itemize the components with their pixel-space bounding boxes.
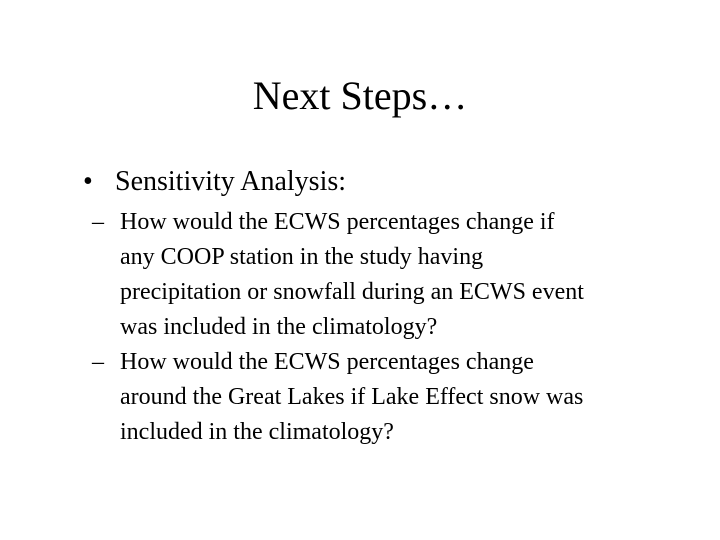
slide-title: Next Steps…	[252, 73, 468, 118]
sub-bullet-item	[92, 205, 692, 345]
bullet-item	[83, 164, 347, 200]
bullet-text: Sensitivity Analysis:	[115, 166, 347, 197]
sub-bullet-item	[92, 345, 692, 450]
sub-bullet-marker: –	[92, 349, 104, 375]
sub-bullet-text: How would the ECWS percentages change around the Great Lakes if Lake Effect snow was included in the climatology?	[120, 349, 584, 445]
sub-bullet-marker: –	[92, 209, 104, 235]
bullet-marker: •	[83, 166, 93, 197]
sub-bullet-text: How would the ECWS percentages change if any COOP station in the study having precipitation or snowfall during an ECWS event was included in the climatology?	[120, 209, 584, 340]
